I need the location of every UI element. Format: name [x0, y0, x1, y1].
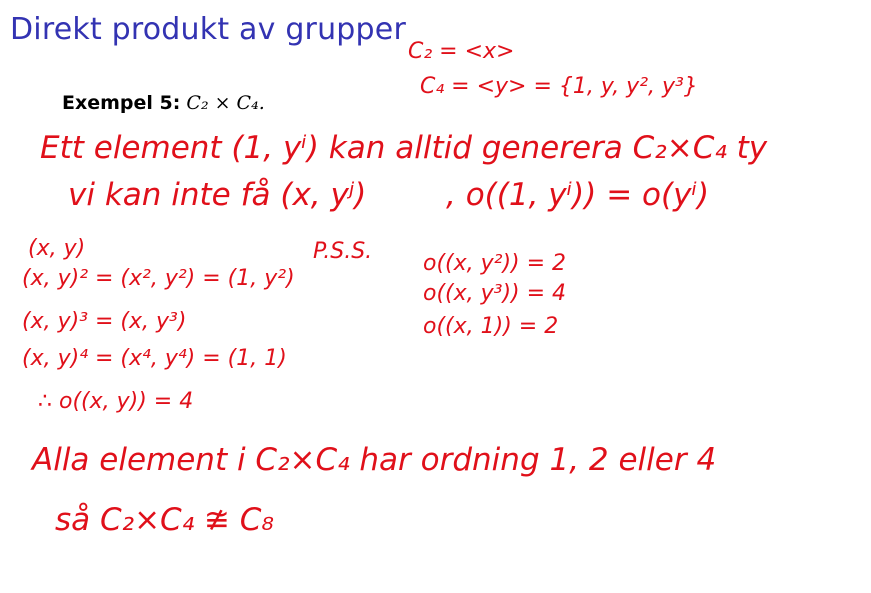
annotation-line-2-order: , o((1, yⁱ)) = o(yⁱ)	[446, 177, 710, 213]
annotation-conclusion-1: Alla element i C₂×C₄ har ordning 1, 2 eller 4	[32, 442, 717, 478]
annotation-line-1: Ett element (1, yⁱ) kan alltid generera C₂×C₄ ty	[40, 130, 768, 166]
annotation-power-1: (x, y)	[28, 236, 86, 261]
annotation-group-c2: C₂ = <x>	[408, 39, 515, 64]
annotation-line-2: vi kan inte få (x, yʲ)	[68, 177, 367, 213]
annotation-power-2: (x, y)² = (x², y²) = (1, y²)	[22, 266, 295, 291]
annotation-order-3: o((x, 1)) = 2	[423, 314, 559, 339]
annotation-power-3: (x, y)³ = (x, y³)	[22, 309, 187, 334]
annotation-power-conclusion: ∴ o((x, y)) = 4	[38, 389, 194, 414]
example-label: Exempel 5:	[62, 92, 181, 114]
annotation-order-2: o((x, y³)) = 4	[423, 281, 567, 306]
annotation-order-1: o((x, y²)) = 2	[423, 251, 567, 276]
example-formula: C₂ × C₄.	[186, 92, 265, 114]
annotation-group-c4: C₄ = <y> = {1, y, y², y³}	[420, 74, 698, 99]
slide-title: Direkt produkt av grupper	[10, 12, 406, 47]
annotation-pss-label: P.S.S.	[313, 239, 373, 264]
annotation-conclusion-2: så C₂×C₄ ≇ C₈	[55, 502, 274, 538]
annotation-power-4: (x, y)⁴ = (x⁴, y⁴) = (1, 1)	[22, 346, 287, 371]
